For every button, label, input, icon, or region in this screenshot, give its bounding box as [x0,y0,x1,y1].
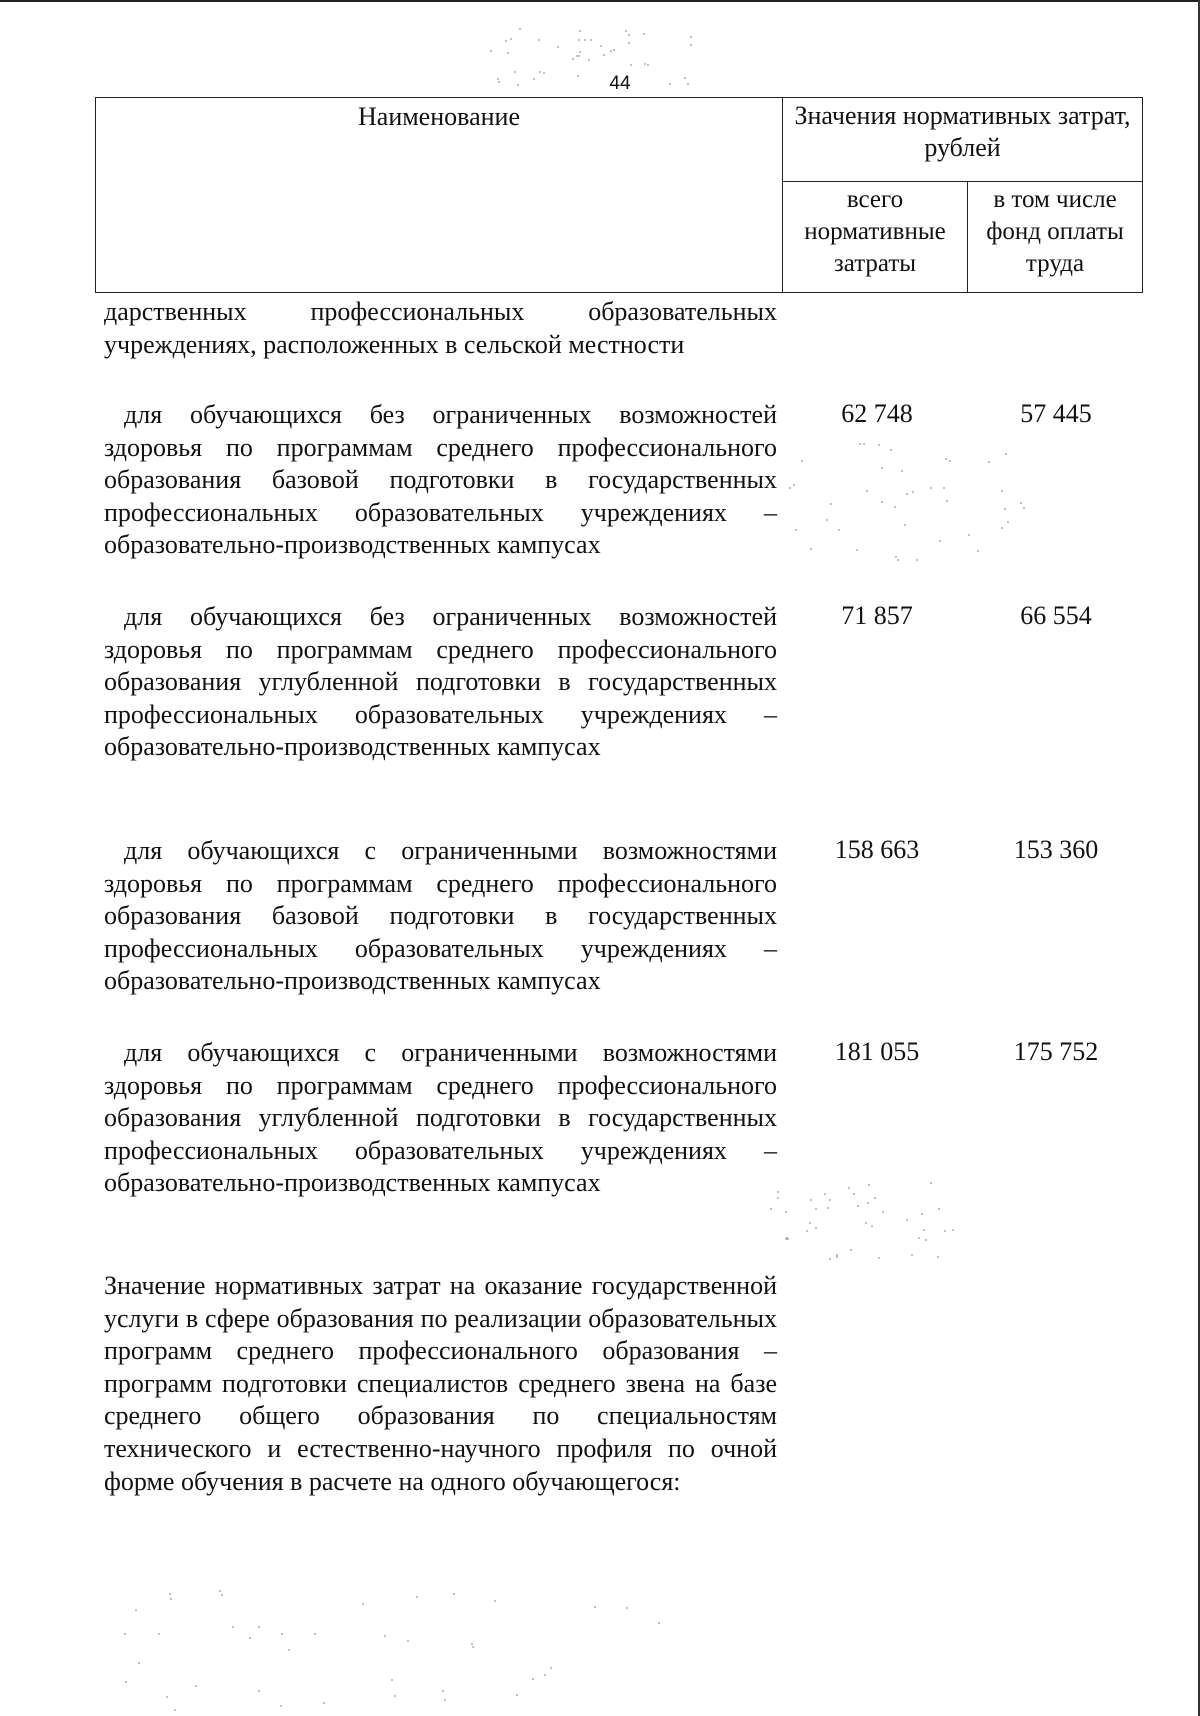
scan-speck [628,34,630,36]
scan-speck [938,1208,940,1210]
section-heading: Значение нормативных затрат на оказание государственной услуги в сфере образования по реализации образовательных программ среднего профессионального образования – программ подготовки специалистов среднего звена на базе среднего общего образования по специальностям технического и естественно-научного профиля по очной форме обучения в расчете на одного обучающегося: [104,1271,777,1496]
scan-speck [977,550,979,552]
scan-speck [494,1600,496,1602]
scan-speck [848,1187,850,1189]
scan-speck [916,559,918,561]
scan-speck [871,1225,873,1227]
scan-speck [866,490,868,492]
table-row-name: для обучающихся без ограниченных возможностей здоровья по программам среднего профессионального образования базовой подготовки в государственных профессиональных образовательных учреждениях – образовательно-производственных кампусах [104,400,777,560]
scan-speck [314,1633,316,1635]
scan-speck [930,1182,932,1184]
scan-speck [801,460,803,462]
scan-speck [471,1643,473,1645]
scan-speck [829,1258,831,1260]
scan-speck [516,1694,518,1696]
scan-speck [384,1635,386,1637]
scan-speck [890,449,892,451]
scan-speck [135,1609,137,1611]
scan-speck [519,28,521,30]
scan-speck [878,1257,880,1259]
scan-speck [690,36,692,38]
table-row-name: для обучающихся с ограниченными возможностями здоровья по программам среднего профессионального образования углубленной подготовки в государственных профессиональных образовательных учреждениях – образовательно-производственных кампусах [104,1038,777,1198]
scan-speck [628,42,630,44]
scan-speck [643,33,645,35]
scan-speck [881,467,883,469]
scan-speck [544,1674,546,1676]
scan-speck [444,1699,446,1701]
scan-speck [588,59,590,61]
scan-speck [174,1709,176,1711]
scan-speck [532,1678,534,1680]
scan-speck [1023,507,1025,509]
scan-speck [930,487,932,489]
scan-speck [572,58,574,60]
scan-speck [829,1199,831,1201]
scan-speck [904,524,906,526]
scan-speck [258,1626,260,1628]
scan-speck [505,40,507,42]
scan-speck [391,1679,393,1681]
scan-speck [394,1695,396,1697]
scan-speck [939,540,941,542]
scan-speck [584,39,586,41]
scan-speck [613,49,615,51]
scan-speck [901,470,903,472]
scan-speck [258,1690,260,1692]
scan-speck [550,1667,552,1669]
scan-speck [850,1249,852,1251]
scan-speck [795,529,797,531]
scan-speck [498,81,500,83]
scan-speck [810,548,812,550]
scan-speck [793,484,795,486]
scan-speck [533,78,535,80]
scan-speck [603,54,605,56]
scan-speck [806,1230,808,1232]
scan-speck [221,1594,223,1596]
scan-speck [894,506,896,508]
scan-speck [669,83,671,85]
scan-speck [785,1211,787,1213]
scan-speck [507,52,509,54]
scan-speck [809,1222,811,1224]
scan-speck [517,84,519,86]
scan-speck [442,1690,444,1692]
scan-speck [949,460,951,462]
scan-speck [280,1705,282,1707]
table-row-total: 158 663 [834,835,920,864]
scan-speck [557,46,559,48]
scan-speck [610,50,612,52]
header-values-group: Значения нормативных затрат, рублей [783,98,1142,182]
scan-speck [600,45,602,47]
scan-speck [594,1606,596,1608]
scan-speck [944,1230,946,1232]
scan-speck [626,1607,628,1609]
scan-speck [770,1208,772,1210]
scan-speck [490,50,492,52]
scan-speck [577,75,579,77]
scan-speck [874,1197,876,1199]
table-row-total: 181 055 [834,1037,920,1066]
scan-speck [1020,502,1022,504]
scan-speck [630,64,632,66]
scan-speck [543,72,545,74]
scan-speck [407,1640,409,1642]
scan-speck [859,443,861,445]
scan-speck [857,1205,859,1207]
scan-speck [647,64,649,66]
scan-speck [166,1696,168,1698]
scan-speck [881,501,883,503]
scan-speck [810,1199,812,1201]
scan-speck [952,1229,954,1231]
scan-speck [824,1193,826,1195]
scan-speck [539,71,541,73]
scan-speck [911,1254,913,1256]
scan-speck [124,1633,126,1635]
scan-speck [815,1208,817,1210]
scan-speck [170,1598,172,1600]
table-row-name: для обучающихся без ограниченных возможностей здоровья по программам среднего профессионального образования углубленной подготовки в государственных профессиональных образовательных учреждениях – образовательно-производственных кампусах [104,602,777,762]
scan-speck [937,1256,939,1258]
scan-speck [777,1197,779,1199]
header-name-label: Наименование [358,102,520,131]
continuation-text: дарственных профессиональных образовательных учреждениях, расположенных в сельской местности [104,297,777,359]
scan-speck [826,519,828,521]
scan-speck [863,443,865,445]
scan-speck [362,1603,364,1605]
scan-speck [1007,521,1009,523]
scan-speck [472,1646,474,1648]
scan-speck [943,487,945,489]
table-row-fund: 175 752 [1013,1037,1099,1066]
scan-speck [1005,453,1007,455]
scan-speck [925,1239,927,1241]
scan-speck [497,78,499,80]
scan-speck [878,444,880,446]
scan-speck [416,1596,418,1598]
scan-speck [625,30,627,32]
scan-speck [1004,508,1006,510]
scan-speck [918,1237,920,1239]
scan-speck [690,44,692,46]
scan-speck [968,534,970,536]
scan-speck [281,1633,283,1635]
header-fund-column: в том числе фонд оплаты труда [986,186,1124,277]
scan-speck [158,1633,160,1635]
scan-speck [1001,527,1003,529]
scan-speck [169,1593,171,1595]
scan-speck [827,1207,829,1209]
table-row-fund: 57 445 [1020,399,1092,428]
table-row-total: 71 857 [841,601,913,630]
scan-speck [777,1191,779,1193]
header-name-cell [96,98,783,292]
scan-speck [895,556,897,558]
scan-speck [590,39,592,41]
table-row-name: для обучающихся с ограниченными возможностями здоровья по программам среднего профессионального образования базовой подготовки в государственных профессиональных образовательных учреждениях – образовательно-производственных кампусах [104,836,777,996]
scan-speck [897,559,899,561]
scan-speck [945,458,947,460]
scan-speck [249,1637,251,1639]
scan-speck [538,39,540,41]
scan-speck [836,1256,838,1258]
scan-speck [1001,490,1003,492]
scan-speck [510,38,512,40]
scan-speck [453,1593,455,1595]
scan-speck [856,549,858,551]
scan-speck [921,1213,923,1215]
scan-speck [579,51,581,53]
table-row-fund: 66 554 [1020,601,1092,630]
page-number: 44 [609,73,631,94]
table-row-total: 62 748 [841,399,913,428]
scan-speck [687,83,689,85]
scan-speck [853,1193,855,1195]
scan-speck [138,1662,140,1664]
scan-speck [836,1254,838,1256]
scan-speck [946,500,948,502]
scan-speck [865,1222,867,1224]
scan-speck [906,1219,908,1221]
scan-speck [815,1227,817,1229]
scan-speck [882,1211,884,1213]
scan-speck [578,39,580,41]
scan-speck [579,30,581,32]
scan-speck [830,503,832,505]
scan-speck [906,493,908,495]
scan-speck [867,1202,869,1204]
scan-speck [789,487,791,489]
scan-speck [125,1681,127,1683]
scan-speck [514,71,516,73]
scan-speck [323,1702,325,1704]
scan-speck [868,1184,870,1186]
header-total-column: всего нормативные затраты [783,182,968,292]
scan-speck [219,1590,221,1592]
scan-speck [838,529,840,531]
scan-speck [195,1685,197,1687]
scan-speck [988,461,990,463]
scan-speck [684,77,686,79]
page-top-edge [0,0,1200,2]
scan-speck [923,1229,925,1231]
scan-speck [232,1626,234,1628]
scan-speck [658,1622,660,1624]
table-row-fund: 153 360 [1013,835,1099,864]
scan-speck [288,1649,290,1651]
table-header [95,97,1143,293]
scan-speck [912,491,914,493]
